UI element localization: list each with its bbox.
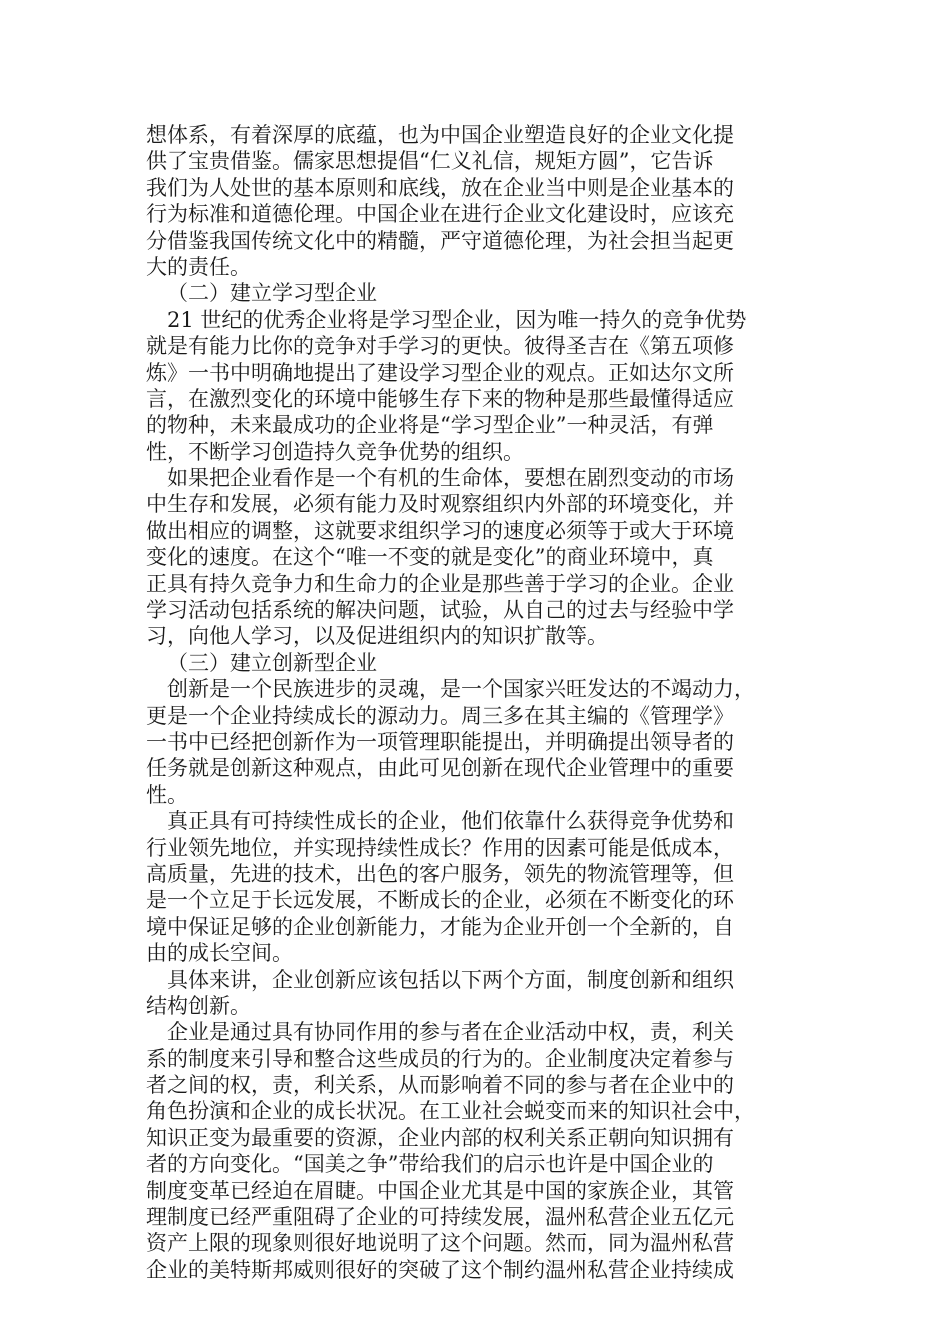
text-line: 供了宝贵借鉴。儒家思想提倡“仁义礼信，规矩方圆”，它告诉 bbox=[146, 149, 714, 174]
text-line: 言，在激烈变化的环境中能够生存下来的物种是那些最懂得适应 bbox=[146, 386, 734, 411]
text-line: 知识正变为最重要的资源，企业内部的权利关系正朝向知识拥有 bbox=[146, 1125, 734, 1150]
text-line: 结构创新。 bbox=[146, 993, 251, 1018]
text-line: 角色扮演和企业的成长状况。在工业社会蜕变而来的知识社会中， bbox=[146, 1099, 755, 1124]
text-line: 资产上限的现象则很好地说明了这个问题。然而，同为温州私营 bbox=[146, 1231, 734, 1256]
text-line: 任务就是创新这种观点，由此可见创新在现代企业管理中的重要 bbox=[146, 756, 734, 781]
text-line: 制度变革已经迫在眉睫。中国企业尤其是中国的家族企业，其管 bbox=[146, 1178, 734, 1203]
text-line: 者之间的权，责，利关系，从而影响着不同的参与者在企业中的 bbox=[146, 1073, 734, 1098]
text-line: 习，向他人学习，以及促进组织内的知识扩散等。 bbox=[146, 624, 608, 649]
text-line: 企业是通过具有协同作用的参与者在企业活动中权，责，利关 bbox=[167, 1020, 734, 1045]
text-line: 系的制度来引导和整合这些成员的行为的。企业制度决定着参与 bbox=[146, 1046, 734, 1071]
text-line: 21 世纪的优秀企业将是学习型企业，因为唯一持久的竞争优势 bbox=[167, 307, 747, 332]
section-heading: （二）建立学习型企业 bbox=[167, 281, 377, 306]
text-line: 变化的速度。在这个“唯一不变的就是变化”的商业环境中，真 bbox=[146, 545, 714, 570]
text-line: 行为标准和道德伦理。中国企业在进行企业文化建设时，应该充 bbox=[146, 202, 734, 227]
text-line: 如果把企业看作是一个有机的生命体，要想在剧烈变动的市场 bbox=[167, 466, 734, 491]
text-line: 就是有能力比你的竞争对手学习的更快。彼得圣吉在《第五项修 bbox=[146, 334, 734, 359]
text-line: 想体系，有着深厚的底蕴，也为中国企业塑造良好的企业文化提 bbox=[146, 123, 734, 147]
text-line: 大的责任。 bbox=[146, 254, 251, 279]
text-line: 性。 bbox=[146, 782, 188, 807]
text-line: 者的方向变化。“国美之争”带给我们的启示也许是中国企业的 bbox=[146, 1152, 714, 1177]
text-line: 企业的美特斯邦威则很好的突破了这个制约温州私营企业持续成 bbox=[146, 1257, 734, 1282]
text-line: 真正具有可持续性成长的企业，他们依靠什么获得竞争优势和 bbox=[167, 809, 734, 834]
text-line: 一书中已经把创新作为一项管理职能提出，并明确提出领导者的 bbox=[146, 729, 734, 754]
text-line: 性，不断学习创造持久竞争优势的组织。 bbox=[146, 439, 524, 464]
text-line: 分借鉴我国传统文化中的精髓，严守道德伦理，为社会担当起更 bbox=[146, 228, 734, 253]
text-line: 由的成长空间。 bbox=[146, 941, 293, 966]
document-page bbox=[146, 122, 806, 1283]
text-line: 的物种，未来最成功的企业将是“学习型企业”一种灵活，有弹 bbox=[146, 413, 714, 438]
text-line: 是一个立足于长远发展，不断成长的企业，必须在不断变化的环 bbox=[146, 888, 734, 913]
text-line: 我们为人处世的基本原则和底线，放在企业当中则是企业基本的 bbox=[146, 175, 734, 200]
text-line: 正具有持久竞争力和生命力的企业是那些善于学习的企业。企业 bbox=[146, 571, 734, 596]
text-line: 更是一个企业持续成长的源动力。周三多在其主编的《管理学》 bbox=[146, 703, 734, 728]
text-line: 做出相应的调整，这就要求组织学习的速度必须等于或大于环境 bbox=[146, 518, 734, 543]
text-line: 境中保证足够的企业创新能力，才能为企业开创一个全新的，自 bbox=[146, 914, 734, 939]
section-heading: （三）建立创新型企业 bbox=[167, 650, 377, 675]
text-line: 中生存和发展，必须有能力及时观察组织内外部的环境变化，并 bbox=[146, 492, 734, 517]
text-line: 高质量，先进的技术，出色的客户服务，领先的物流管理等，但 bbox=[146, 861, 734, 886]
text-line: 理制度已经严重阻碍了企业的可持续发展，温州私营企业五亿元 bbox=[146, 1205, 734, 1230]
text-line: 创新是一个民族进步的灵魂，是一个国家兴旺发达的不竭动力， bbox=[167, 677, 755, 702]
text-line: 具体来讲，企业创新应该包括以下两个方面，制度创新和组织 bbox=[167, 967, 734, 992]
text-line: 学习活动包括系统的解决问题，试验，从自己的过去与经验中学 bbox=[146, 598, 734, 623]
text-line: 炼》一书中明确地提出了建设学习型企业的观点。正如达尔文所 bbox=[146, 360, 734, 385]
text-line: 行业领先地位，并实现持续性成长？作用的因素可能是低成本， bbox=[146, 835, 734, 860]
